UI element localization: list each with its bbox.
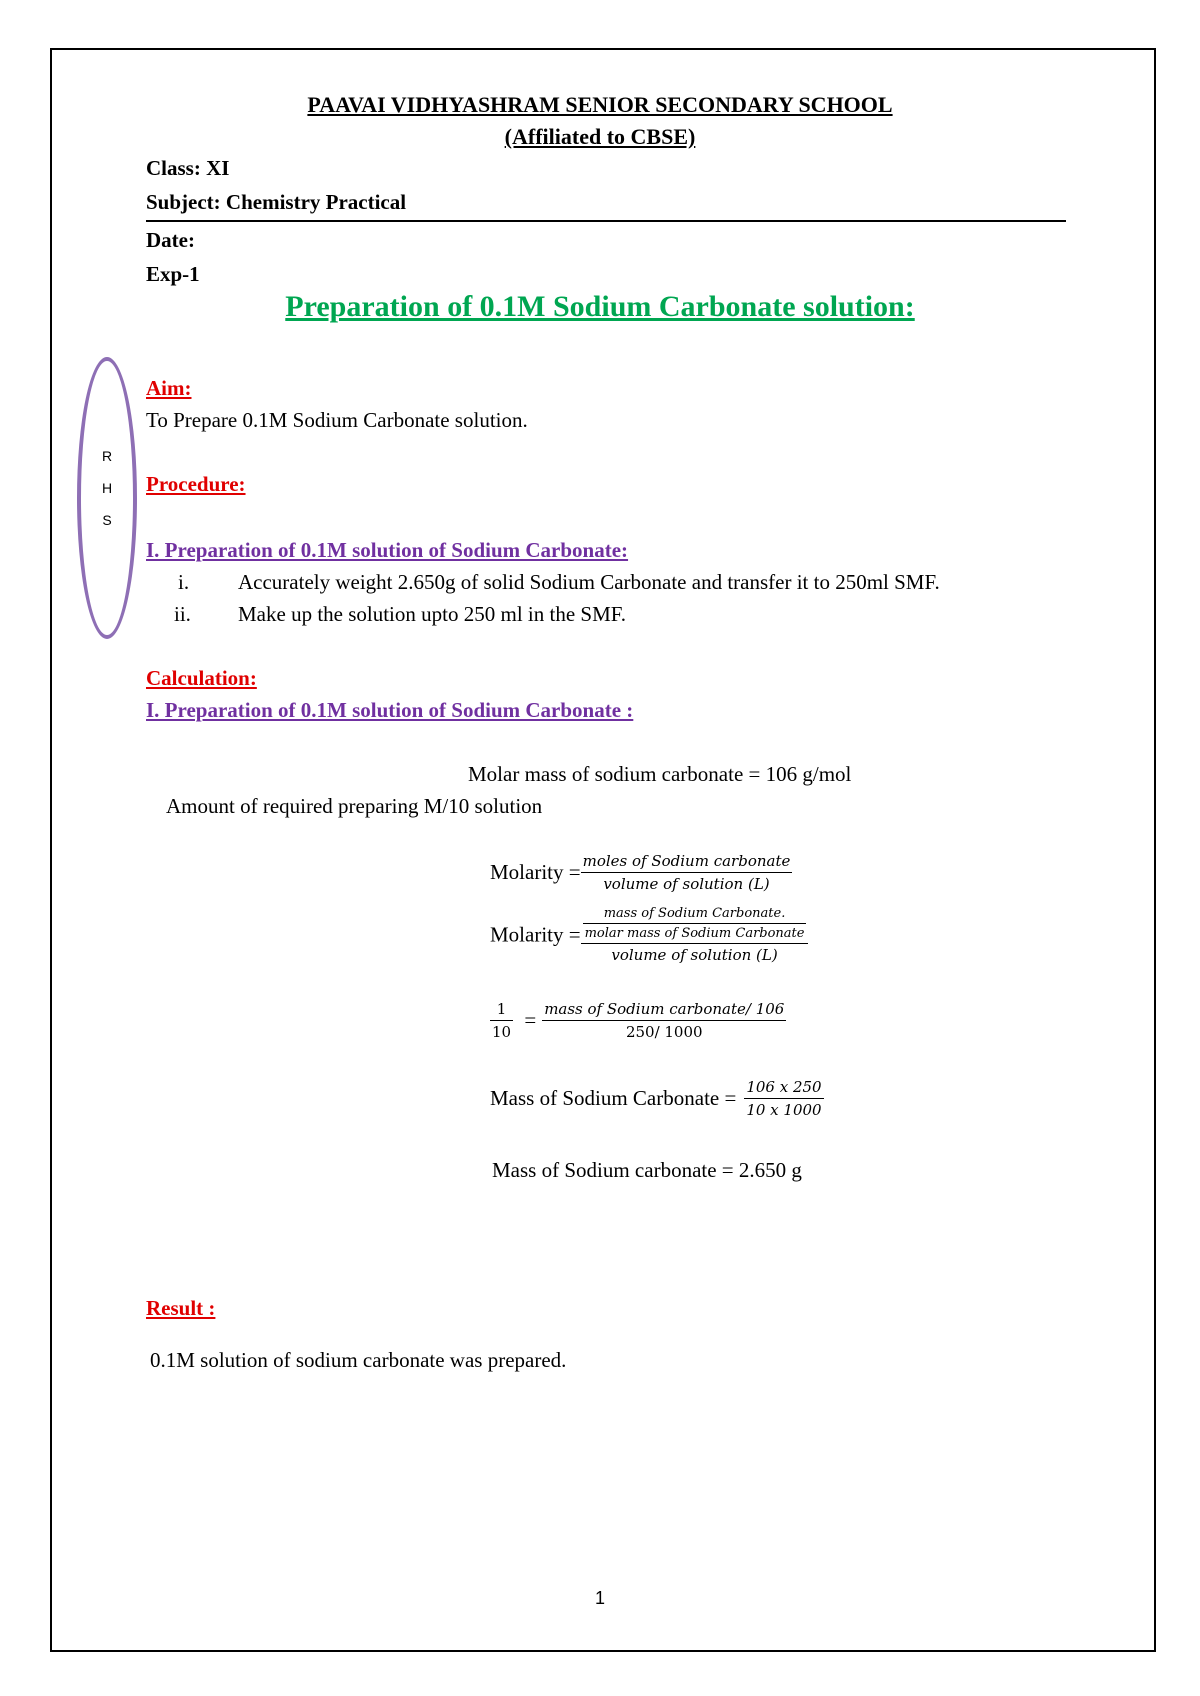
procedure-step-number: i. (178, 570, 190, 594)
eq2-inner-denominator: molar mass of Sodium Carbonate (584, 926, 805, 941)
eq4-lhs: Mass of Sodium Carbonate = (490, 1086, 737, 1110)
eq4-numerator: 106 x 250 (744, 1078, 823, 1099)
molar-mass-line: Molar mass of sodium carbonate = 106 g/mol (468, 762, 852, 786)
eq2-lhs: Molarity = (490, 922, 581, 947)
header-divider (146, 220, 1066, 222)
eq3-lhs-numerator: 1 (490, 1000, 513, 1021)
eq1-numerator: moles of Sodium carbonate (581, 852, 793, 873)
aim-text: To Prepare 0.1M Sodium Carbonate solution. (146, 408, 528, 432)
eq2-inner-numerator: mass of Sodium Carbonate. (583, 906, 807, 924)
molarity-equation-1 (490, 852, 792, 893)
school-name: PAAVAI VIDHYASHRAM SENIOR SECONDARY SCHOOL (307, 92, 893, 117)
amount-line: Amount of required preparing M/10 solution (166, 794, 543, 818)
mass-result-line: Mass of Sodium carbonate = 2.650 g (492, 1158, 802, 1182)
calculation-heading: Calculation: (146, 666, 257, 690)
eq4-denominator: 10 x 1000 (746, 1101, 822, 1119)
experiment-label: Exp-1 (146, 262, 200, 286)
eq2-denominator: volume of solution (L) (611, 946, 778, 964)
procedure-step-text: Accurately weight 2.650g of solid Sodium Carbonate and transfer it to 250ml SMF. (238, 570, 940, 594)
class-label: Class: XI (146, 156, 230, 180)
date-label: Date: (146, 228, 195, 252)
molarity-equation-3 (490, 1000, 786, 1041)
procedure-step-text: Make up the solution upto 250 ml in the SMF. (238, 602, 626, 626)
eq3-equals: = (524, 1008, 537, 1032)
aim-heading: Aim: (146, 376, 192, 400)
molarity-equation-2 (490, 906, 808, 964)
result-heading: Result : (146, 1296, 216, 1320)
eq2-numerator (581, 906, 809, 944)
rhs-letter-s: S (102, 512, 112, 528)
result-text: 0.1M solution of sodium carbonate was prepared. (150, 1348, 567, 1372)
rhs-letter-h: H (101, 480, 113, 496)
procedure-subheading: I. Preparation of 0.1M solution of Sodium Carbonate: (146, 538, 629, 562)
eq1-lhs: Molarity = (490, 860, 581, 884)
eq3-denominator: 250/ 1000 (625, 1023, 703, 1041)
eq3-numerator: mass of Sodium carbonate/ 106 (542, 1000, 786, 1021)
eq3-lhs-denominator: 10 (492, 1023, 512, 1041)
page-border (50, 48, 1156, 1652)
calculation-subheading: I. Preparation of 0.1M solution of Sodium Carbonate : (146, 698, 634, 722)
page-title: Preparation of 0.1M Sodium Carbonate solution: (285, 290, 915, 323)
procedure-heading: Procedure: (146, 472, 246, 496)
eq1-denominator: volume of solution (L) (603, 875, 770, 893)
procedure-step-number: ii. (174, 602, 191, 626)
subject-label: Subject: Chemistry Practical (146, 190, 407, 214)
affiliation: (Affiliated to CBSE) (504, 124, 696, 149)
rhs-oval (77, 357, 137, 639)
mass-equation (490, 1078, 824, 1119)
page-number: 1 (594, 1588, 605, 1608)
rhs-letter-r: R (101, 448, 113, 464)
